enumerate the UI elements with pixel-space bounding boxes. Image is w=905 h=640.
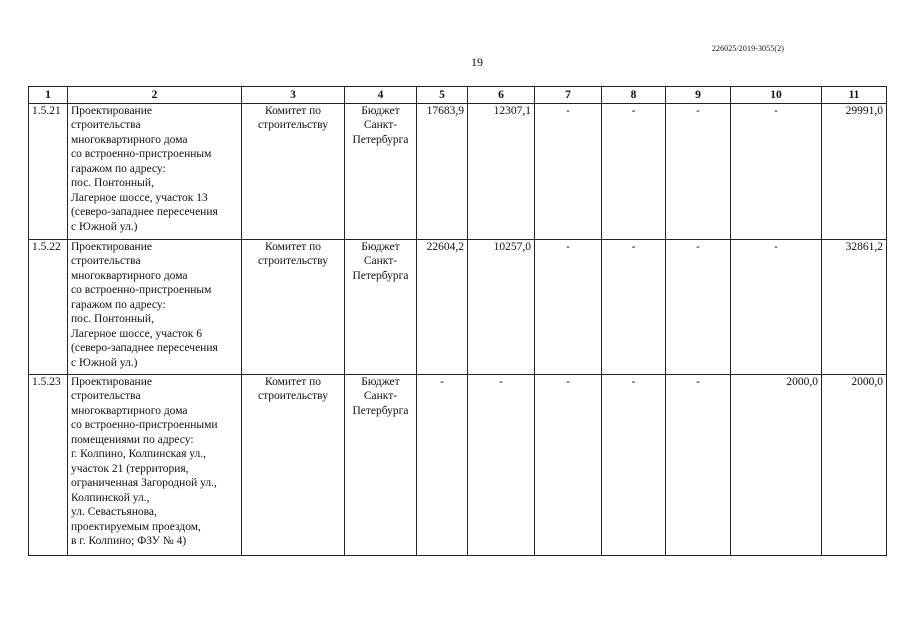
column-header: 8 — [602, 87, 666, 104]
description-line: помещениями по адресу: — [71, 433, 194, 446]
executor-line: строительству — [258, 119, 328, 131]
project-description — [68, 374, 242, 555]
funding-source — [345, 239, 417, 374]
value-col-6: 10257,0 — [468, 239, 535, 374]
description-line: с Южной ул.) — [71, 220, 138, 233]
value-col-8: - — [602, 374, 666, 555]
description-line: Лагерное шоссе, участок 6 — [71, 327, 203, 340]
column-header: 2 — [68, 87, 242, 104]
project-description — [68, 239, 242, 374]
funding-line: Санкт- — [363, 390, 398, 402]
column-header: 11 — [822, 87, 887, 104]
project-description — [68, 103, 242, 239]
column-header: 10 — [731, 87, 822, 104]
page-number: 19 — [471, 55, 483, 69]
description-line: со встроенно-пристроенным — [71, 148, 212, 160]
program-table — [28, 86, 887, 556]
funding-line: Петербурга — [352, 133, 409, 146]
description-line: многоквартирного дома — [71, 404, 188, 417]
description-line: со встроенно-пристроенным — [71, 284, 212, 296]
funding-line: Бюджет — [361, 104, 400, 117]
value-col-11: 29991,0 — [822, 103, 887, 239]
executor-line: строительству — [258, 390, 328, 402]
executor-line: строительству — [258, 255, 328, 267]
description-line: Проектирование — [71, 375, 152, 388]
description-line: многоквартирного дома — [71, 269, 188, 282]
description-line: Колпинской ул., — [71, 491, 150, 504]
description-line: со встроенно-пристроенными — [71, 419, 218, 431]
table-row — [29, 103, 887, 239]
row-number: 1.5.21 — [29, 103, 68, 239]
column-header: 7 — [535, 87, 602, 104]
executor — [242, 374, 345, 555]
description-line: гаражом по адресу: — [71, 162, 166, 175]
description-line: строительства — [71, 255, 141, 267]
column-header: 6 — [468, 87, 535, 104]
funding-line: Санкт- — [363, 255, 398, 267]
executor-line: Комитет по — [265, 104, 321, 117]
description-line: в г. Колпино; ФЗУ № 4) — [71, 535, 187, 547]
description-line: Проектирование — [71, 240, 152, 253]
value-col-7: - — [535, 239, 602, 374]
description-line: участок 21 (территория, — [71, 462, 189, 475]
column-header: 4 — [345, 87, 417, 104]
column-header: 9 — [666, 87, 731, 104]
description-line: с Южной ул.) — [71, 356, 138, 369]
value-col-11: 32861,2 — [822, 239, 887, 374]
column-header: 1 — [29, 87, 68, 104]
value-col-9: - — [666, 103, 731, 239]
value-col-9: - — [666, 374, 731, 555]
description-line: проектируемым проездом, — [71, 520, 201, 533]
value-col-10: - — [731, 103, 822, 239]
executor — [242, 239, 345, 374]
value-col-7: - — [535, 374, 602, 555]
executor-line: Комитет по — [265, 240, 321, 253]
funding-line: Бюджет — [361, 240, 400, 253]
description-line: многоквартирного дома — [71, 133, 188, 146]
description-line: ул. Севастьянова, — [71, 506, 157, 518]
description-line: пос. Понтонный, — [71, 177, 154, 189]
value-col-10: - — [731, 239, 822, 374]
value-col-5: 17683,9 — [417, 103, 468, 239]
description-line: гаражом по адресу: — [71, 298, 166, 311]
value-col-10: 2000,0 — [731, 374, 822, 555]
value-col-6: - — [468, 374, 535, 555]
description-line: строительства — [71, 390, 141, 402]
description-line: (северо-западнее пересечения — [71, 206, 218, 218]
description-line: ограниченная Загородной ул., — [71, 477, 217, 489]
value-col-5: - — [417, 374, 468, 555]
header-row — [29, 87, 887, 104]
value-col-8: - — [602, 239, 666, 374]
value-col-6: 12307,1 — [468, 103, 535, 239]
document-id: 226025/2019-3055(2) — [711, 44, 784, 53]
row-number: 1.5.23 — [29, 374, 68, 555]
executor-line: Комитет по — [265, 375, 321, 388]
value-col-11: 2000,0 — [822, 374, 887, 555]
executor — [242, 103, 345, 239]
funding-source — [345, 103, 417, 239]
value-col-5: 22604,2 — [417, 239, 468, 374]
funding-line: Санкт- — [363, 119, 398, 131]
funding-line: Петербурга — [352, 404, 409, 417]
column-header: 3 — [242, 87, 345, 104]
column-header: 5 — [417, 87, 468, 104]
funding-source — [345, 374, 417, 555]
description-line: г. Колпино, Колпинская ул., — [71, 448, 206, 460]
description-line: Лагерное шоссе, участок 13 — [71, 191, 208, 204]
table-row — [29, 374, 887, 555]
row-number: 1.5.22 — [29, 239, 68, 374]
description-line: строительства — [71, 119, 141, 131]
table-row — [29, 239, 887, 374]
funding-line: Бюджет — [361, 375, 400, 388]
description-line: (северо-западнее пересечения — [71, 342, 218, 354]
description-line: пос. Понтонный, — [71, 313, 154, 325]
description-line: Проектирование — [71, 104, 152, 117]
value-col-9: - — [666, 239, 731, 374]
value-col-7: - — [535, 103, 602, 239]
funding-line: Петербурга — [352, 269, 409, 282]
value-col-8: - — [602, 103, 666, 239]
